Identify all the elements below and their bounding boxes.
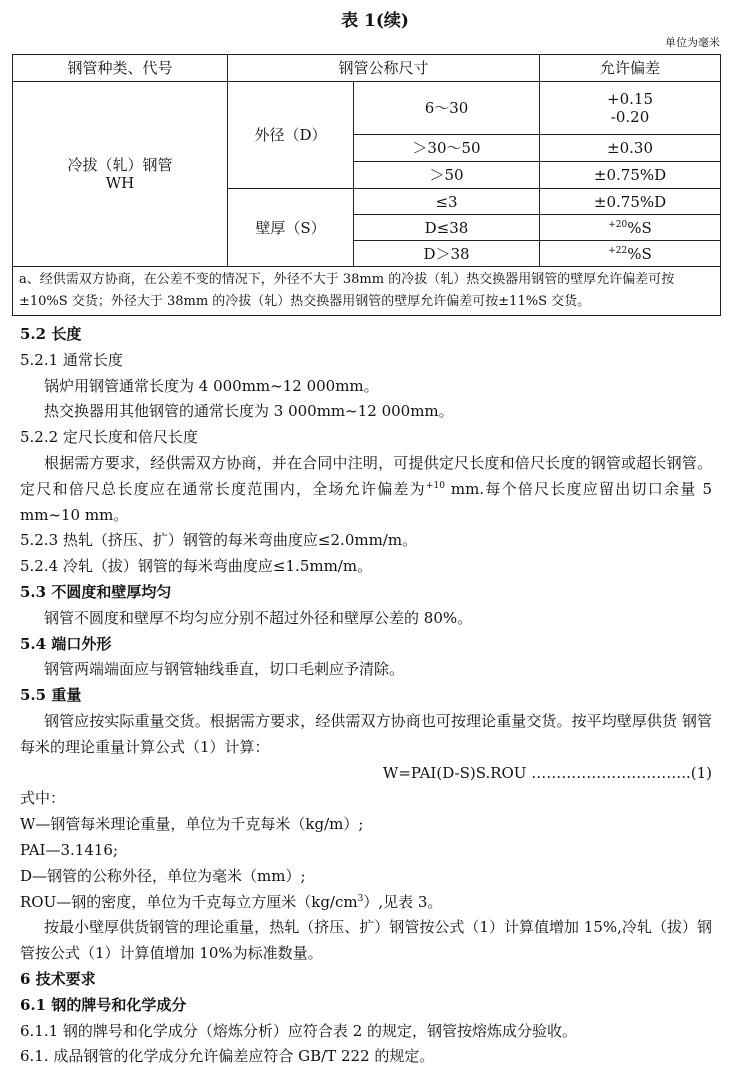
table-row xyxy=(13,82,721,135)
tolerance-table xyxy=(12,54,721,316)
para-5-2-1-b: 热交换器用其他钢管的通常长度为 3 000mm~12 000mm。 xyxy=(44,402,454,421)
para-5-2-2-post: mm.每个倍尺长度应留出切口余量 5 mm~10 mm。 xyxy=(20,479,712,524)
para-5-2-2 xyxy=(20,451,712,528)
para-5-2-3: 5.2.3 热轧（挤压、扩）钢管的每米弯曲度应≤2.0mm/m。 xyxy=(20,531,418,550)
od-tol-2: ±0.30 xyxy=(540,135,721,162)
wt-tol-2 xyxy=(540,215,721,241)
def-d: D—钢管的公称外径，单位为毫米（mm）; xyxy=(20,866,306,885)
wt-tol-3-unit: %S xyxy=(627,244,652,263)
para-5-2-1-a: 锅炉用钢管通常长度为 4 000mm~12 000mm。 xyxy=(44,376,379,395)
wt-label: 壁厚（S） xyxy=(228,189,354,267)
table-footnote: a、经供需双方协商，在公差不变的情况下，外径不大于 38mm 的冷拔（轧）热交换器用钢管的壁厚允许偏差可按±10%S 交货；外径大于 38mm 的冷拔（轧）热交换器用钢管的壁厚允许偏差可按±11%S 交货。 xyxy=(13,267,721,316)
pipe-type-cell xyxy=(13,82,228,267)
wt-tol-3 xyxy=(540,241,721,267)
heading-5-4: 5.4 端口外形 xyxy=(20,634,112,653)
wt-tol-2-sup: +20 xyxy=(608,219,628,230)
od-size-2: ＞30～50 xyxy=(354,135,540,162)
pipe-type-name: 冷拔（轧）钢管 xyxy=(67,156,173,174)
def-rou-pre: ROU—钢的密度，单位为千克每立方厘米（kg/cm xyxy=(20,892,358,911)
para-5-2-4: 5.2.4 冷轧（拔）钢管的每米弯曲度应≤1.5mm/m。 xyxy=(20,557,373,576)
wt-size-1: ≤3 xyxy=(354,189,540,215)
table-footnote-row xyxy=(13,267,721,316)
table-title: 表 1(续) xyxy=(341,11,409,31)
wt-tol-1: ±0.75%D xyxy=(540,189,721,215)
wt-tol-2-unit: %S xyxy=(627,218,652,237)
para-5-2-2-sup: +10 xyxy=(425,480,445,491)
wt-tol-3-sup: +22 xyxy=(608,245,628,256)
od-size-3: ＞50 xyxy=(354,162,540,189)
heading-5-2-2: 5.2.2 定尺长度和倍尺长度 xyxy=(20,428,198,447)
para-5-3: 钢管不圆度和壁厚不均匀应分别不超过外径和壁厚公差的 80%。 xyxy=(44,608,473,627)
def-w: W—钢管每米理论重量，单位为千克每米（kg/m）; xyxy=(20,815,364,834)
od-label: 外径（D） xyxy=(228,82,354,189)
heading-5-2: 5.2 长度 xyxy=(20,325,82,343)
para-min-wall: 按最小壁厚供货钢管的理论重量，热轧（挤压、扩）钢管按公式（1）计算值增加 15%,冷轧（拔）钢管按公式（1）计算值增加 10%为标准数量。 xyxy=(20,918,712,963)
heading-5-5: 5.5 重量 xyxy=(20,686,82,705)
heading-6: 6 技术要求 xyxy=(20,969,96,988)
def-rou-sup: 3 xyxy=(357,893,364,904)
wt-size-3: D＞38 xyxy=(354,241,540,267)
para-5-2-2-pre: 根据需方要求，经供需双方协商，并在合同中注明，可提供定尺长度和倍尺长度的钢管或超长钢管。定尺和倍尺总长度应在通常长度范围内，全场允许偏差为 xyxy=(20,453,712,498)
heading-5-3: 5.3 不圆度和壁厚均匀 xyxy=(20,582,172,601)
def-pai: PAI—3.1416; xyxy=(20,840,119,859)
heading-5-2-1: 5.2.1 通常长度 xyxy=(20,350,123,369)
wt-size-2: D≤38 xyxy=(354,215,540,241)
table-header-row xyxy=(13,55,721,82)
od-size-1: 6～30 xyxy=(354,82,540,135)
header-tolerance: 允许偏差 xyxy=(540,55,721,82)
od-tol-1-lower: -0.20 xyxy=(610,108,650,126)
formula-1: W=PAI(D-S)S.ROU …………………………..(1) xyxy=(382,763,712,782)
header-type: 钢管种类、代号 xyxy=(13,55,228,82)
od-tol-3: ±0.75%D xyxy=(540,162,721,189)
od-tol-1 xyxy=(540,82,721,135)
header-size: 钢管公称尺寸 xyxy=(228,55,540,82)
para-5-4: 钢管两端端面应与钢管轴线垂直，切口毛刺应予清除。 xyxy=(44,660,405,679)
def-rou-post: ）,见表 3。 xyxy=(363,892,443,911)
para-6-1-2: 6.1. 成品钢管的化学成分允许偏差应符合 GB/T 222 的规定。 xyxy=(20,1047,435,1066)
where-label: 式中： xyxy=(20,789,66,808)
def-rou xyxy=(20,890,712,916)
pipe-type-code: WH xyxy=(105,174,135,192)
heading-6-1: 6.1 钢的牌号和化学成分 xyxy=(20,995,187,1014)
od-tol-1-upper: +0.15 xyxy=(607,90,653,108)
unit-note: 单位为毫米 xyxy=(665,36,720,49)
para-6-1-1: 6.1.1 钢的牌号和化学成分（熔炼分析）应符合表 2 的规定，钢管按熔炼成分验收。 xyxy=(20,1021,578,1040)
body-text xyxy=(20,322,712,1070)
para-5-5: 钢管应按实际重量交货。根据需方要求，经供需双方协商也可按理论重量交货。按平均壁厚供货 钢管每米的理论重量计算公式（1）计算： xyxy=(20,711,712,756)
